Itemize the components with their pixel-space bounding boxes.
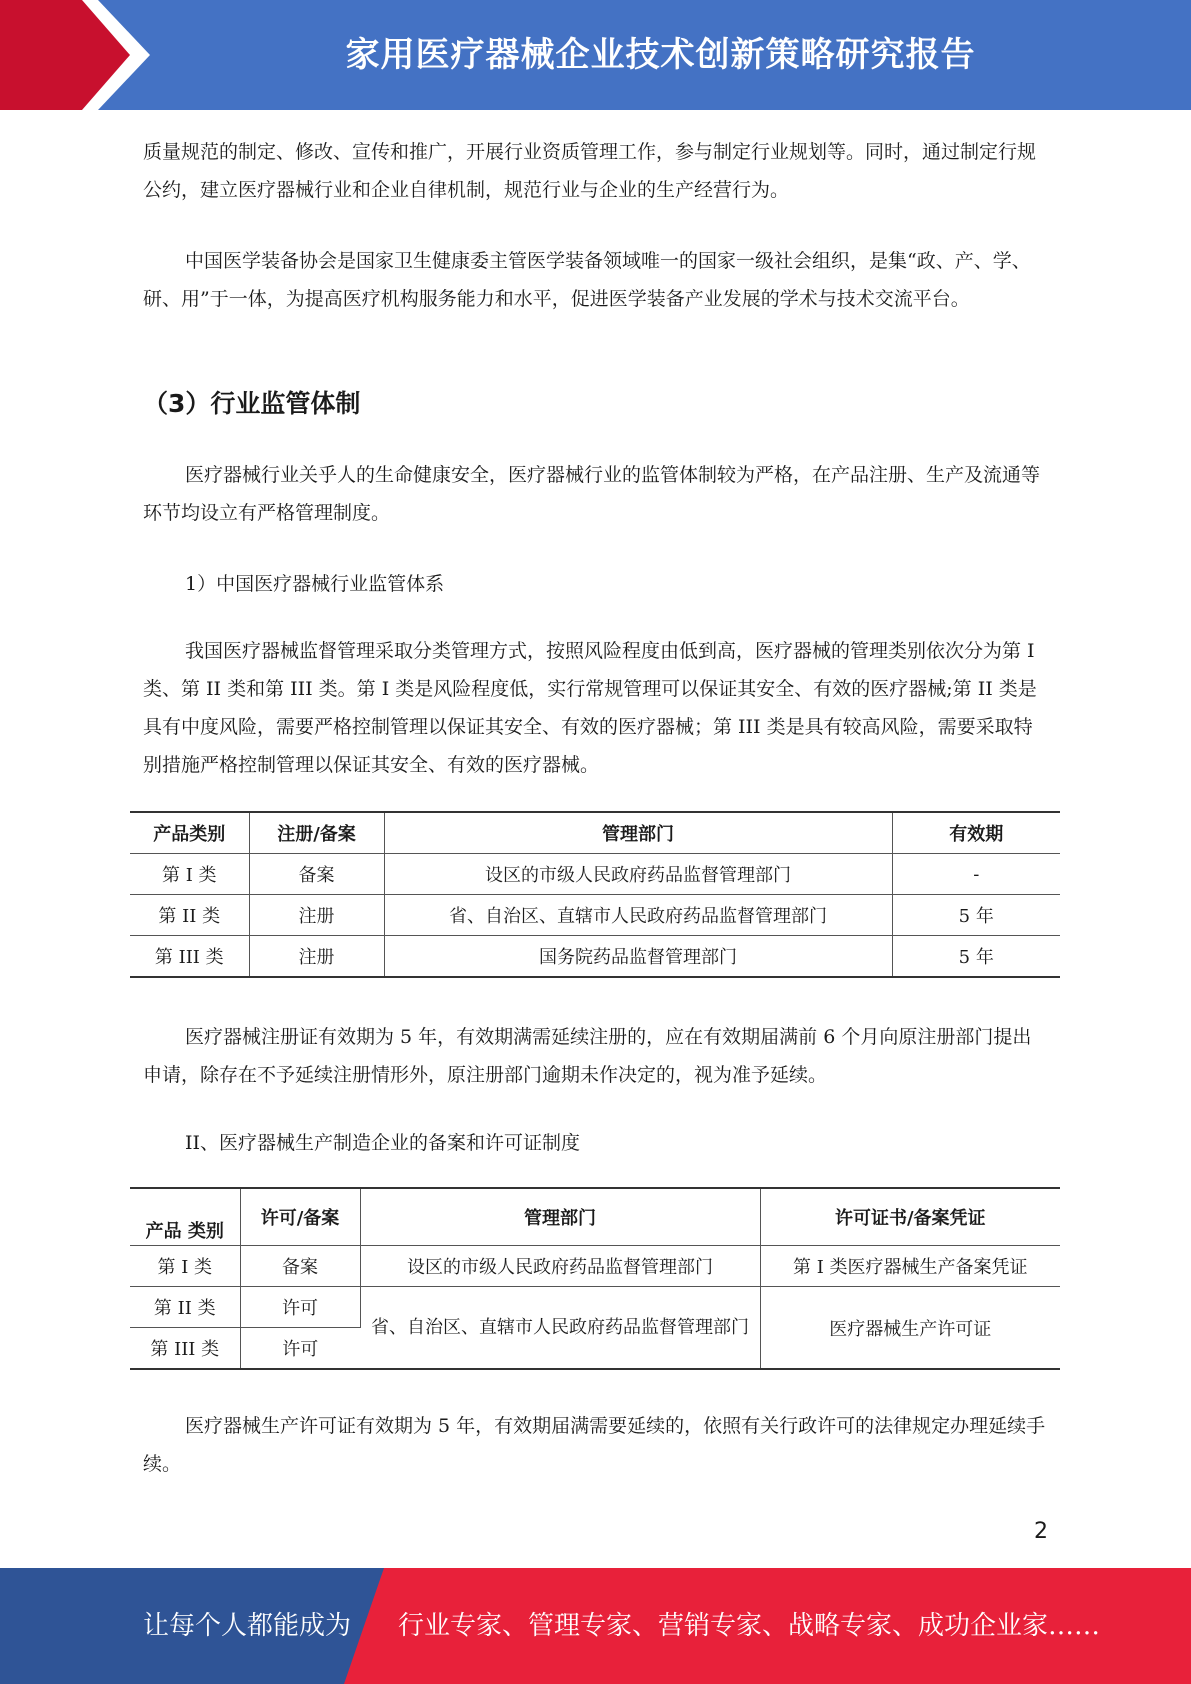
table-header-cell: 许可/备案: [240, 1188, 360, 1246]
table-cell: 备案: [240, 1246, 360, 1287]
paragraph-license-validity: 医疗器械生产许可证有效期为 5 年，有效期届满需要延续的，依照有关行政许可的法律规定办理延续手续。: [143, 1415, 1046, 1475]
table-header-cell: 管理部门: [384, 812, 892, 854]
table-cell-merged: 省、自治区、直辖市人民政府药品监督管理部门: [360, 1287, 760, 1370]
paragraph-classification: 我国医疗器械监督管理采取分类管理方式，按照风险程度由低到高，医疗器械的管理类别依次分为第 I 类、第 II 类和第 III 类。第 I 类是风险程度低，实行常规管理可以保证其安全、有效的医疗器械;第 II 类是具有中度风险，需要严格控制管理以保证其安全、有效的医疗器械；第 III 类是具有较高风险，需要采取特别措施严格控制管理以保证其安全、有效的医疗器械。: [143, 640, 1037, 776]
table-cell: 注册: [249, 895, 384, 936]
table-cell: 许可: [240, 1287, 360, 1328]
table-cell: 5 年: [892, 895, 1060, 936]
table-cell: 设区的市级人民政府药品监督管理部门: [360, 1246, 760, 1287]
section-heading: （3）行业监管体制: [143, 389, 361, 418]
table-cell: 国务院药品监督管理部门: [384, 936, 892, 978]
table-header-cell: 许可证书/备案凭证: [760, 1188, 1060, 1246]
table-cell: 省、自治区、直辖市人民政府药品监督管理部门: [384, 895, 892, 936]
subheading-license-system: II、医疗器械生产制造企业的备案和许可证制度: [185, 1132, 581, 1154]
table-row: [130, 1287, 1060, 1328]
table-cell: 第 III 类: [130, 1328, 240, 1370]
table-cell: 第 I 类医疗器械生产备案凭证: [760, 1246, 1060, 1287]
table-cell: -: [892, 854, 1060, 895]
paragraph-association-duties: 质量规范的制定、修改、宣传和推广，开展行业资质管理工作，参与制定行业规划等。同时，通过制定行规公约，建立医疗器械行业和企业自律机制，规范行业与企业的生产经营行为。: [143, 141, 1037, 201]
subheading-regulatory-system: 1）中国医疗器械行业监管体系: [185, 573, 445, 595]
table-header-cell: 产品类别: [130, 812, 249, 854]
table-cell: 许可: [240, 1328, 360, 1370]
table-cell: 第 I 类: [130, 854, 249, 895]
table-cell-merged: 医疗器械生产许可证: [760, 1287, 1060, 1370]
table-row: [130, 854, 1060, 895]
table-cell: 第 II 类: [130, 1287, 240, 1328]
registration-table: [130, 811, 1060, 978]
paragraph-medical-equipment-association: 中国医学装备协会是国家卫生健康委主管医学装备领域唯一的国家一级社会组织，是集“政、产、学、研、用”于一体，为提高医疗机构服务能力和水平，促进医学装备产业发展的学术与技术交流平台。: [143, 250, 1031, 310]
table-cell: 备案: [249, 854, 384, 895]
paragraph-registration-validity: 医疗器械注册证有效期为 5 年，有效期满需延续注册的，应在有效期届满前 6 个月向原注册部门提出申请，除存在不予延续注册情形外，原注册部门逾期未作决定的，视为准予延续。: [143, 1026, 1032, 1086]
table-row: [130, 1246, 1060, 1287]
table-cell: 第 III 类: [130, 936, 249, 978]
table-header-cell: 有效期: [892, 812, 1060, 854]
page-number: 2: [1034, 1519, 1048, 1544]
footer-banner: [0, 1568, 1191, 1684]
footer-slogan-left: 让每个人都能成为: [143, 1611, 352, 1641]
license-table: [130, 1187, 1060, 1370]
table-cell: 设区的市级人民政府药品监督管理部门: [384, 854, 892, 895]
table-header-cell: 产品 类别: [130, 1188, 240, 1246]
report-title: 家用医疗器械企业技术创新策略研究报告: [345, 35, 976, 75]
table-header-cell: 管理部门: [360, 1188, 760, 1246]
table-header-row: [130, 1188, 1060, 1246]
table-header-cell: 注册/备案: [249, 812, 384, 854]
table-cell: 5 年: [892, 936, 1060, 978]
table-cell: 第 I 类: [130, 1246, 240, 1287]
table-header-row: [130, 812, 1060, 854]
header-banner: [0, 0, 1191, 110]
footer-slogan-right: 行业专家、管理专家、营销专家、战略专家、成功企业家……: [398, 1611, 1101, 1641]
table-cell: 第 II 类: [130, 895, 249, 936]
table-row: [130, 936, 1060, 978]
table-row: [130, 895, 1060, 936]
table-cell: 注册: [249, 936, 384, 978]
paragraph-regulation-intro: 医疗器械行业关乎人的生命健康安全，医疗器械行业的监管体制较为严格，在产品注册、生产及流通等环节均设立有严格管理制度。: [143, 464, 1041, 524]
